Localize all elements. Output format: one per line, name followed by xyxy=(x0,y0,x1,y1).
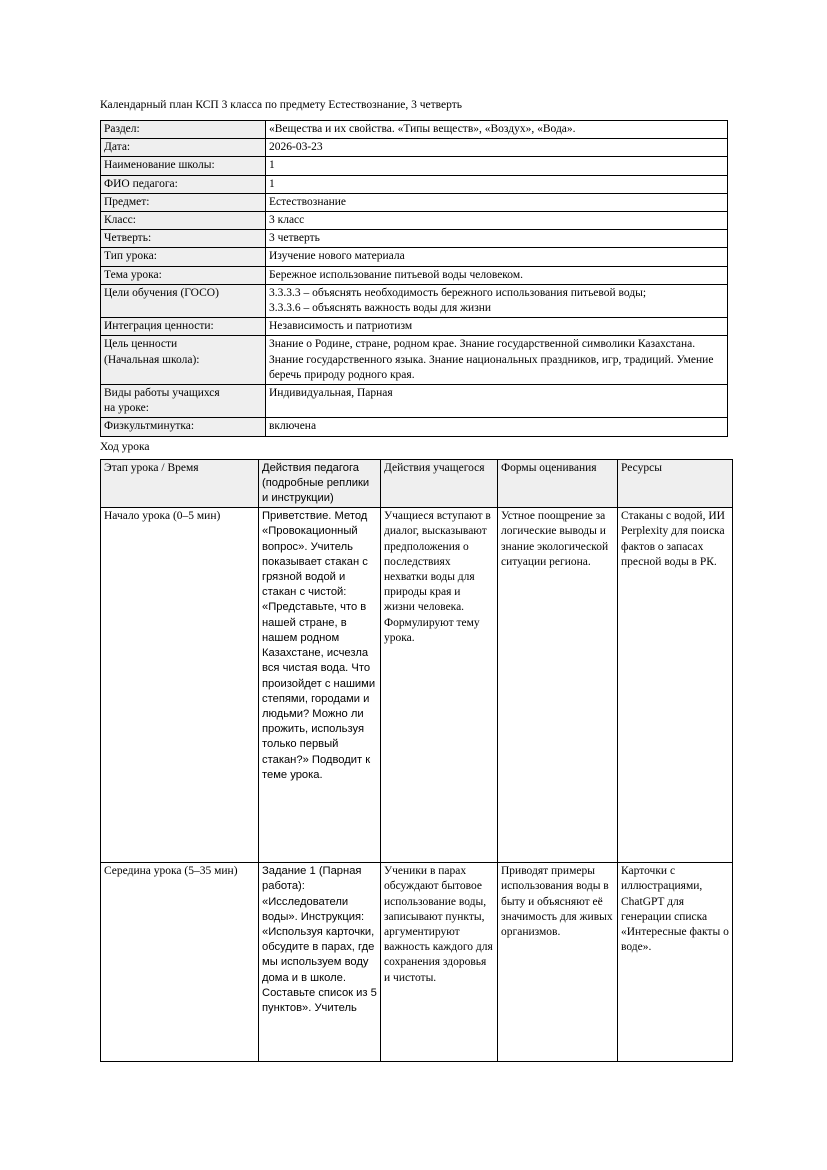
column-header-resources: Ресурсы xyxy=(618,459,733,508)
info-label-razdel: Раздел: xyxy=(101,121,266,139)
table-row xyxy=(101,175,728,193)
info-value-physical-break: включена xyxy=(266,418,728,436)
cell-student-actions: Ученики в парах обсуждают бытовое использование воды, записывают пункты, аргументируют важность каждого для сохранения здоровья и чистоты. xyxy=(381,863,498,1062)
table-row xyxy=(101,266,728,284)
info-value-value-goal: Знание о Родине, стране, родном крае. Знание государственной символики Казахстана. Знание государственного языка. Знание национальных праздников, игр, традиций. Умение беречь природу родного края. xyxy=(266,336,728,385)
table-row xyxy=(101,193,728,211)
table-row xyxy=(101,385,728,418)
info-value-razdel: «Вещества и их свойства. «Типы веществ», «Воздух», «Вода». xyxy=(266,121,728,139)
table-row xyxy=(101,863,733,1062)
column-header-student-actions: Действия учащегося xyxy=(381,459,498,508)
table-row xyxy=(101,212,728,230)
info-value-data: 2026-03-23 xyxy=(266,139,728,157)
cell-student-actions: Учащиеся вступают в диалог, высказывают предположения о последствиях нехватки воды для природы края и жизни человека. Формулируют тему урока. xyxy=(381,508,498,863)
info-label-school: Наименование школы: xyxy=(101,157,266,175)
column-header-assessment-forms: Формы оценивания xyxy=(498,459,618,508)
info-label-lesson-topic: Тема урока: xyxy=(101,266,266,284)
work-types-label-line-2: на уроке: xyxy=(104,402,149,415)
info-label-lesson-type: Тип урока: xyxy=(101,248,266,266)
info-label-teacher-name: ФИО педагога: xyxy=(101,175,266,193)
column-header-teacher-actions: Действия педагога (подробные реплики и инструкции) xyxy=(259,459,381,508)
section-caption-lesson-flow: Ход урока xyxy=(100,440,150,453)
objective-line-1: 3.3.3.3 – объяснять необходимость бережного использования питьевой воды; xyxy=(269,286,647,299)
column-header-stage: Этап урока / Время xyxy=(101,459,259,508)
info-value-quarter: 3 четверть xyxy=(266,230,728,248)
cell-assessment-forms: Устное поощрение за логические выводы и знание экологической ситуации региона. xyxy=(498,508,618,863)
info-label-grade: Класс: xyxy=(101,212,266,230)
table-row xyxy=(101,508,733,863)
lesson-info-table xyxy=(100,120,728,437)
table-row xyxy=(101,318,728,336)
lesson-flow-table xyxy=(100,459,733,1063)
objective-line-2: 3.3.3.6 – объяснять важность воды для жизни xyxy=(269,302,492,315)
cell-resources: Стаканы с водой, ИИ Perplexity для поиска фактов о запасах пресной воды в РК. xyxy=(618,508,733,863)
table-row xyxy=(101,418,728,436)
info-value-school: 1 xyxy=(266,157,728,175)
table-row xyxy=(101,248,728,266)
info-label-subject: Предмет: xyxy=(101,193,266,211)
table-row xyxy=(101,284,728,317)
info-value-value-integration: Независимость и патриотизм xyxy=(266,318,728,336)
info-value-lesson-type: Изучение нового материала xyxy=(266,248,728,266)
info-label-value-goal xyxy=(101,336,266,385)
value-goal-label-line-2: (Начальная школа): xyxy=(104,353,200,366)
table-header-row xyxy=(101,459,733,508)
page-title: Календарный план КСП 3 класса по предмету Естествознание, 3 четверть xyxy=(100,99,462,111)
cell-assessment-forms: Приводят примеры использования воды в быту и объясняют её значимость для живых организмов. xyxy=(498,863,618,1062)
info-value-work-types: Индивидуальная, Парная xyxy=(266,385,728,418)
info-value-lesson-topic: Бережное использование питьевой воды человеком. xyxy=(266,266,728,284)
cell-teacher-actions: Приветствие. Метод «Провокационный вопрос». Учитель показывает стакан с грязной водой и стакан с чистой: «Представьте, что в нашей стране, в нашем родном Казахстане, исчезла вся чистая вода. Что произойдет с нашими степями, городами и людьми? Можно ли прожить, используя только первый стакан?» Подводит к теме урока. xyxy=(259,508,381,863)
cell-teacher-actions: Задание 1 (Парная работа): «Исследователи воды». Инструкция: «Используя карточки, обсудите в парах, где мы используем воду дома и в школе. Составьте список из 5 пунктов». Учитель xyxy=(259,863,381,1062)
table-row xyxy=(101,121,728,139)
info-label-quarter: Четверть: xyxy=(101,230,266,248)
info-label-value-integration: Интеграция ценности: xyxy=(101,318,266,336)
table-row xyxy=(101,139,728,157)
info-label-physical-break: Физкультминутка: xyxy=(101,418,266,436)
table-row xyxy=(101,230,728,248)
work-types-label-line-1: Виды работы учащихся xyxy=(104,387,220,400)
info-label-work-types xyxy=(101,385,266,418)
value-goal-label-line-1: Цель ценности xyxy=(104,338,178,351)
cell-stage: Середина урока (5–35 мин) xyxy=(101,863,259,1062)
table-row xyxy=(101,157,728,175)
info-value-subject: Естествознание xyxy=(266,193,728,211)
cell-stage: Начало урока (0–5 мин) xyxy=(101,508,259,863)
info-value-learning-objectives xyxy=(266,284,728,317)
table-row xyxy=(101,336,728,385)
info-label-learning-objectives: Цели обучения (ГОСО) xyxy=(101,284,266,317)
info-label-data: Дата: xyxy=(101,139,266,157)
info-value-teacher-name: 1 xyxy=(266,175,728,193)
info-value-grade: 3 класс xyxy=(266,212,728,230)
cell-resources: Карточки с иллюстрациями, ChatGPT для генерации списка «Интересные факты о воде». xyxy=(618,863,733,1062)
